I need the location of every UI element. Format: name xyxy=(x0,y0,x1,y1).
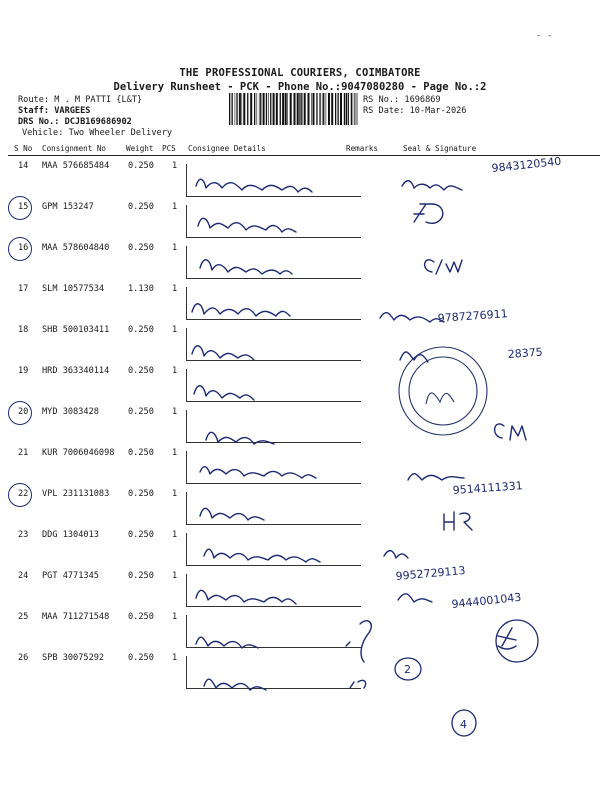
barcode-bar xyxy=(276,93,278,125)
barcode-bar xyxy=(270,93,271,125)
barcode-bar xyxy=(273,93,275,125)
consignee-signature-box xyxy=(186,205,361,238)
handwritten-phone-row21: 9514111331 xyxy=(452,479,524,497)
table-row xyxy=(0,403,600,444)
barcode-bar xyxy=(239,93,241,125)
table-row xyxy=(0,321,600,362)
consignment-number: SLM 10577534 xyxy=(42,284,105,294)
weight-value: 0.250 xyxy=(128,243,154,253)
barcode-bar xyxy=(287,93,288,125)
pieces-count: 1 xyxy=(172,448,178,458)
handwritten-phone-row24: 9444001043 xyxy=(450,590,522,611)
barcode-bar xyxy=(335,93,336,125)
handwritten-phone-row23: 9952729113 xyxy=(395,563,466,583)
table-row xyxy=(0,239,600,280)
serial-number: 18 xyxy=(18,325,29,335)
serial-number: 20 xyxy=(18,407,29,417)
weight-value: 0.250 xyxy=(128,612,154,622)
barcode-bar xyxy=(229,93,230,125)
consignee-signature-box xyxy=(186,246,361,279)
barcode-bar xyxy=(326,93,327,125)
consignee-signature-box xyxy=(186,615,361,648)
barcode-bar xyxy=(242,93,243,125)
table-row xyxy=(0,444,600,485)
pieces-count: 1 xyxy=(172,571,178,581)
barcode-bar xyxy=(236,93,237,125)
barcode-bar xyxy=(280,93,281,125)
table-row xyxy=(0,362,600,403)
consignment-number: PGT 4771345 xyxy=(42,571,99,581)
corner-mark: - - xyxy=(536,31,553,41)
handwritten-phone-row14: 9843120540 xyxy=(490,154,562,175)
handwritten-number-row18: 28375 xyxy=(507,345,544,361)
table-row xyxy=(0,485,600,526)
runsheet-title: Delivery Runsheet - PCK - Phone No.:9047080280 - Page No.:2 xyxy=(113,81,487,93)
barcode-bar xyxy=(285,93,287,125)
weight-value: 0.250 xyxy=(128,530,154,540)
bottom-circle-number: 4 xyxy=(460,718,467,731)
company-title: THE PROFESSIONAL COURIERS, COIMBATORE xyxy=(179,67,421,79)
handwritten-phone-row17: 9787276911 xyxy=(437,307,509,325)
serial-number: 25 xyxy=(18,612,29,622)
table-row xyxy=(0,154,600,198)
barcode-bar xyxy=(344,93,345,125)
consignment-number: SHB 500103411 xyxy=(42,325,110,335)
barcode-bar xyxy=(351,93,352,125)
serial-number: 14 xyxy=(18,161,29,171)
consignee-signature-box xyxy=(186,574,361,607)
consignee-signature-box xyxy=(186,656,361,689)
pieces-count: 1 xyxy=(172,407,178,417)
pieces-count: 1 xyxy=(172,489,178,499)
table-row xyxy=(0,567,600,608)
barcode-bar xyxy=(357,93,358,125)
consignee-signature-box xyxy=(186,492,361,525)
consignee-signature-box xyxy=(186,287,361,320)
barcode-bar xyxy=(354,93,355,125)
barcode-bar xyxy=(316,93,317,125)
col-seal-signature: Seal & Signature xyxy=(403,144,477,153)
consignee-signature-box xyxy=(186,328,361,361)
consignment-number: MAA 711271548 xyxy=(42,612,110,622)
barcode-bar xyxy=(266,93,267,125)
pieces-count: 1 xyxy=(172,202,178,212)
barcode-bar xyxy=(235,93,236,125)
col-pcs: PCS xyxy=(162,144,176,153)
consignment-number: MAA 578604840 xyxy=(42,243,110,253)
circle-mark-bottom xyxy=(452,710,476,736)
barcode-bar xyxy=(243,93,245,125)
consignment-number: MAA 576685484 xyxy=(42,161,110,171)
vehicle-label: Vehicle: Two Wheeler Delivery xyxy=(22,128,173,138)
serial-number: 16 xyxy=(18,243,29,253)
weight-value: 0.250 xyxy=(128,407,154,417)
weight-value: 0.250 xyxy=(128,653,154,663)
serial-number: 19 xyxy=(18,366,29,376)
consignment-number: HRD 363340114 xyxy=(42,366,110,376)
serial-number: 26 xyxy=(18,653,29,663)
consignment-number: VPL 231131083 xyxy=(42,489,110,499)
barcode-bar xyxy=(348,93,349,125)
barcode-bar xyxy=(299,93,300,125)
barcode-bar xyxy=(250,93,252,125)
consignment-number: DDG 1304013 xyxy=(42,530,99,540)
barcode-bar xyxy=(313,93,315,125)
barcode-bar xyxy=(257,93,258,125)
barcode-bar xyxy=(282,93,284,125)
consignee-signature-box xyxy=(186,533,361,566)
table-row xyxy=(0,280,600,321)
serial-number: 17 xyxy=(18,284,29,294)
weight-value: 1.130 xyxy=(128,284,154,294)
weight-value: 0.250 xyxy=(128,366,154,376)
col-weight: Weight xyxy=(126,144,154,153)
serial-number: 22 xyxy=(18,489,29,499)
barcode-bar xyxy=(311,93,312,125)
consignment-number: GPM 153247 xyxy=(42,202,94,212)
barcode-bar xyxy=(356,93,357,125)
weight-value: 0.250 xyxy=(128,571,154,581)
pieces-count: 1 xyxy=(172,653,178,663)
barcode-image xyxy=(229,93,360,125)
col-consignment: Consignment No xyxy=(42,144,107,153)
consignee-signature-box xyxy=(186,410,361,443)
serial-number: 21 xyxy=(18,448,29,458)
barcode-bar xyxy=(340,93,342,125)
consignment-number: KUR 7006046098 xyxy=(42,448,115,458)
rs-date: RS Date: 10-Mar-2026 xyxy=(363,106,467,116)
weight-value: 0.250 xyxy=(128,489,154,499)
barcode-bar xyxy=(290,93,292,125)
barcode-bar xyxy=(260,93,261,125)
col-remarks: Remarks xyxy=(346,144,379,153)
barcode-bar xyxy=(294,93,296,125)
serial-number: 15 xyxy=(18,202,29,212)
pieces-count: 1 xyxy=(172,284,178,294)
barcode-bar xyxy=(259,93,260,125)
barcode-bar xyxy=(308,93,310,125)
barcode-bar xyxy=(232,93,233,125)
barcode-bar xyxy=(263,93,265,125)
barcode-bar xyxy=(304,93,306,125)
pieces-count: 1 xyxy=(172,161,178,171)
weight-value: 0.250 xyxy=(128,161,154,171)
pieces-count: 1 xyxy=(172,325,178,335)
table-row xyxy=(0,649,600,690)
pieces-count: 1 xyxy=(172,366,178,376)
weight-value: 0.250 xyxy=(128,448,154,458)
pieces-count: 1 xyxy=(172,530,178,540)
barcode-bar xyxy=(338,93,339,125)
consignee-signature-box xyxy=(186,164,361,197)
weight-value: 0.250 xyxy=(128,202,154,212)
barcode-bar xyxy=(297,93,299,125)
table-row xyxy=(0,526,600,567)
header-divider xyxy=(8,155,600,156)
drs-number: DRS No.: DCJB169686902 xyxy=(18,117,132,127)
staff-label: Staff: VARGEES xyxy=(18,106,91,116)
barcode-bar xyxy=(268,93,269,125)
consignment-number: SPB 30075292 xyxy=(42,653,105,663)
barcode-bar xyxy=(247,93,248,125)
serial-number: 23 xyxy=(18,530,29,540)
consignment-number: MYD 3083428 xyxy=(42,407,99,417)
col-sno: S No xyxy=(14,144,33,153)
weight-value: 0.250 xyxy=(128,325,154,335)
row26-circle-number: 2 xyxy=(404,663,411,676)
route-label: Route: M . M PATTI {L&T} xyxy=(18,95,143,105)
barcode-bar xyxy=(254,93,255,125)
table-row xyxy=(0,198,600,239)
col-consignee: Consignee Details xyxy=(188,144,266,153)
consignee-signature-box xyxy=(186,451,361,484)
serial-number: 24 xyxy=(18,571,29,581)
barcode-bar xyxy=(301,93,302,125)
barcode-bar xyxy=(353,93,354,125)
barcode-bar xyxy=(323,93,324,125)
rs-number: RS No.: 1696869 xyxy=(363,95,441,105)
consignee-signature-box xyxy=(186,369,361,402)
barcode-bar xyxy=(331,93,333,125)
barcode-bar xyxy=(319,93,320,125)
pieces-count: 1 xyxy=(172,243,178,253)
barcode-bar xyxy=(346,93,347,125)
table-row xyxy=(0,608,600,649)
pieces-count: 1 xyxy=(172,612,178,622)
barcode-bar xyxy=(328,93,330,125)
barcode-bar xyxy=(322,93,323,125)
